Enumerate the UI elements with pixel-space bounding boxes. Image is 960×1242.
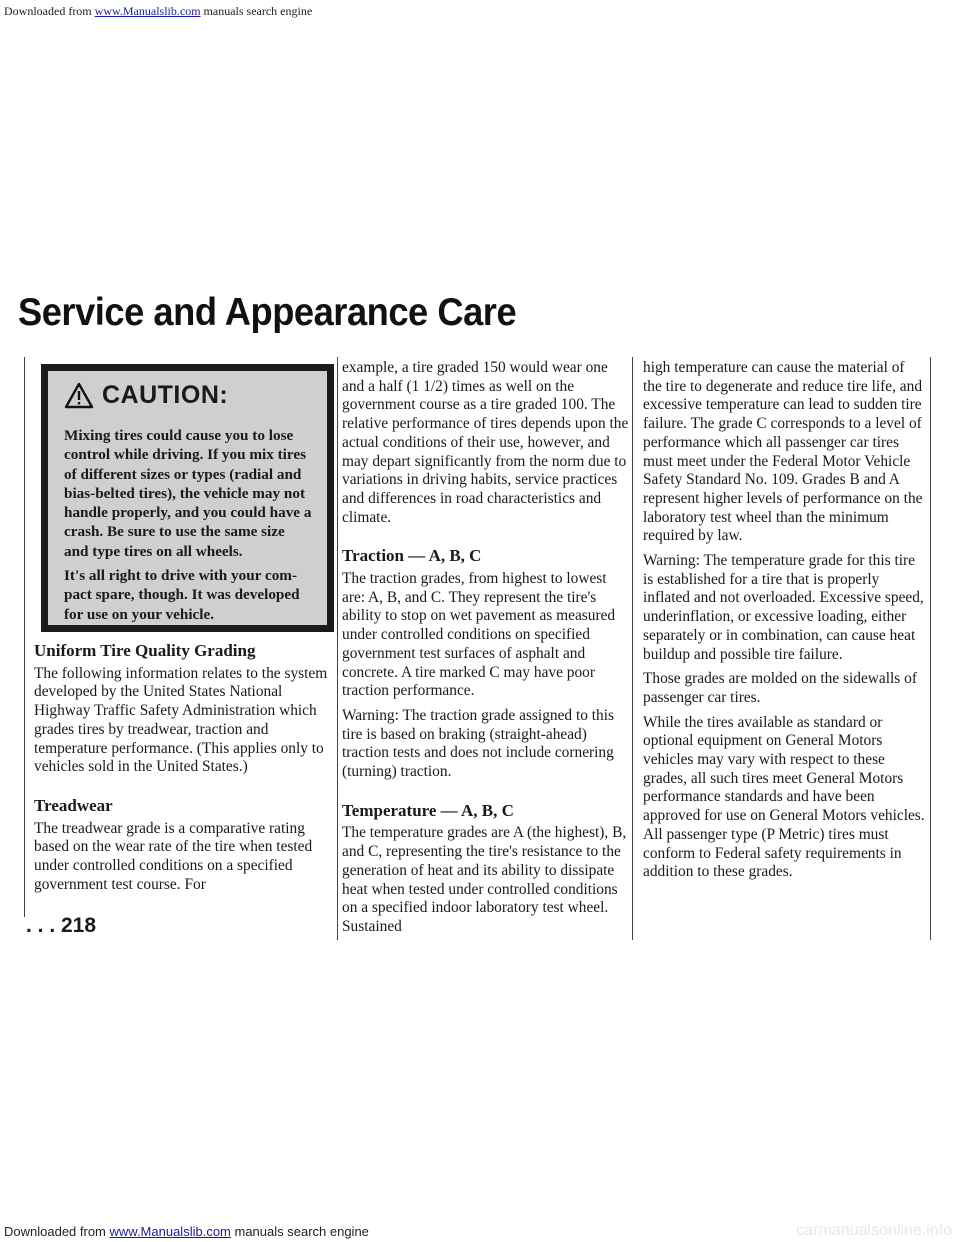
traction-warning-paragraph: Warning: The traction grade assigned to this tire is based on braking (straight-ahead) traction tests and does not include cornering (turning) traction. <box>342 706 615 781</box>
footer-prefix: Downloaded from <box>4 1224 110 1239</box>
footer-manualslib-link[interactable]: www.Manualslib.com <box>109 1224 231 1239</box>
heading-uniform-tire-quality-grading: Uniform Tire Quality Grading <box>34 641 256 660</box>
column-rule-mid-2 <box>632 357 633 940</box>
source-banner-suffix: manuals search engine <box>200 4 313 18</box>
treadwear-paragraph: The treadwear grade is a comparative rating based on the wear rate of the tire when tested under controlled conditions on a specified government test course. For <box>34 819 313 893</box>
sidewall-molding-paragraph: Those grades are molded on the sidewalls of passenger car tires. <box>643 670 917 706</box>
gm-standards-paragraph: While the tires available as standard or optional equipment on General Motors vehicles may vary with respect to these grades, all such tires meet General Motors performance standards and have been approved for use on General Motors vehicles. All passenger type (P Metric) tires must conform to Federal safety requirements in addition to these grades. <box>643 713 925 881</box>
heading-treadwear: Treadwear <box>34 795 113 815</box>
column-3 <box>643 359 927 888</box>
source-banner <box>4 4 312 19</box>
caution-paragraph: Mixing tires could cause you to lose control while driving. If you mix tires of different sizes or types (radial and bias-belted tires), the vehicle may not handle properly, and you could have a crash. Be sure to use the same size and type tires on all wheels. <box>64 427 312 560</box>
footer <box>0 1222 960 1242</box>
warning-triangle-icon <box>64 382 94 409</box>
manualslib-link[interactable]: www.Manualslib.com <box>94 4 201 18</box>
source-banner-prefix: Downloaded from <box>4 4 95 18</box>
temperature-paragraph: The temperature grades are A (the highest), B, and C, representing the tire's resistance to the generation of heat and its ability to dissipate heat when tested under controlled conditions on a specified indoor laboratory test wheel. Sustained <box>342 824 627 935</box>
page-title: Service and Appearance Care <box>18 291 517 334</box>
caution-header <box>64 381 313 410</box>
column-rule-mid-1 <box>337 357 338 940</box>
temperature-continued-paragraph: high temperature can cause the material of the tire to degenerate and reduce tire life, and excessive temperature can lead to sudden tire failure. The grade C corresponds to a level of performance which all passenger car tires must meet under the Federal Motor Vehicle Safety Standard No. 109. Grades B and A represent higher levels of performance on the laboratory test wheel than the minimum required by law. <box>643 359 923 545</box>
caution-title: CAUTION: <box>102 381 229 409</box>
footer-source <box>4 1224 369 1239</box>
page-number: . . . 218 <box>26 914 97 937</box>
caution-box <box>41 364 334 632</box>
traction-paragraph: The traction grades, from highest to lowest are: A, B, and C. They represent the tire's ability to stop on wet pavement as measured under controlled conditions on specified government test surfaces of asphalt and concrete. A tire marked C may have poor traction performance. <box>342 570 616 700</box>
column-rule-right <box>930 357 931 940</box>
heading-temperature: Temperature — A, B, C <box>342 800 514 820</box>
footer-suffix: manuals search engine <box>230 1224 369 1239</box>
column-2 <box>342 359 630 943</box>
caution-paragraph: It's all right to drive with your com-pact spare, though. It was developed for use on your vehicle. <box>64 567 300 623</box>
footer-watermark: carmanualsonline.info <box>796 1222 952 1239</box>
column-rule-left <box>24 357 25 917</box>
column-1 <box>34 642 334 900</box>
heading-traction: Traction — A, B, C <box>342 546 482 566</box>
treadwear-example-paragraph: example, a tire graded 150 would wear one and a half (1 1/2) times as well on the government course as a tire graded 100. The relative performance of tires depends upon the actual conditions of their use, however, and may depart significantly from the norm due to variations in driving habits, service practices and differences in road characteristics and climate. <box>342 359 629 526</box>
temperature-warning-paragraph: Warning: The temperature grade for this tire is established for a tire that is properly inflated and not overloaded. Excessive speed, underinflation, or excessive loading, either separately or in combination, can cause heat buildup and possible tire failure. <box>643 552 924 663</box>
utqg-paragraph: The following information relates to the system developed by the United States National Highway Traffic Safety Administration which grades tires by treadwear, traction and temperature performance. (This applies only to vehicles sold in the United States.) <box>34 664 328 776</box>
